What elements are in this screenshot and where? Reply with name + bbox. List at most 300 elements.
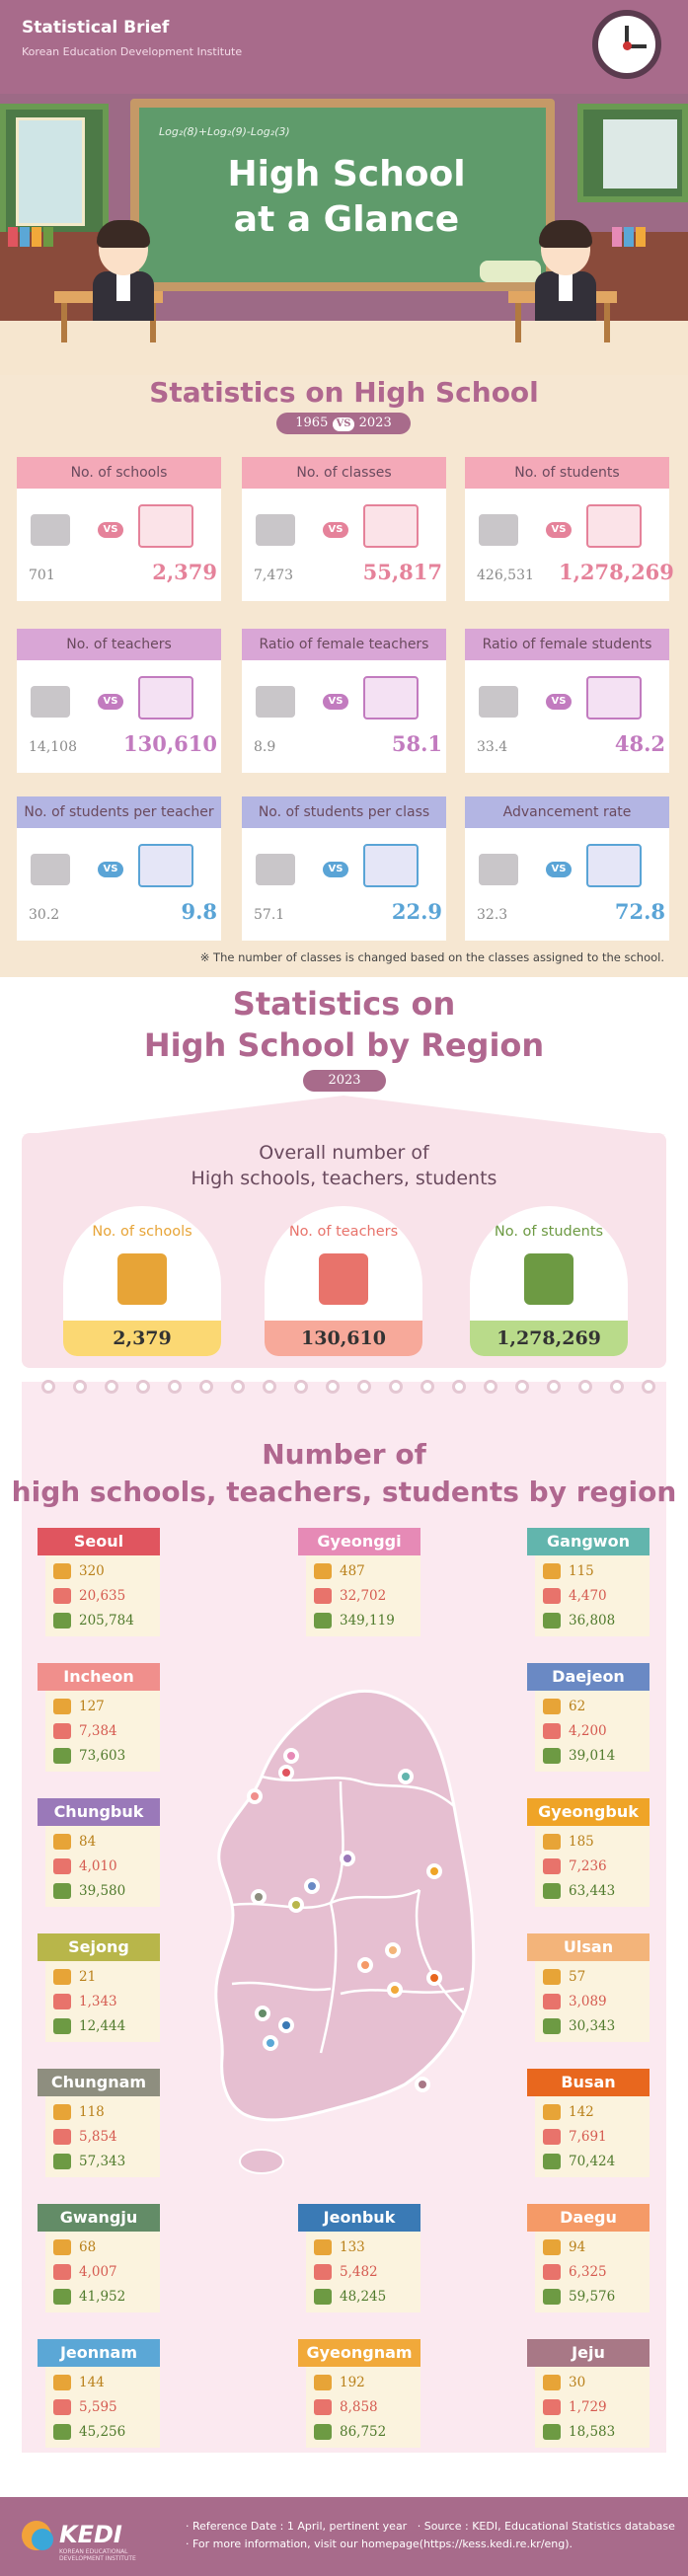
region-students-row (53, 1745, 160, 1767)
region-schools-row (53, 1560, 160, 1582)
stat-1965-value: 7,473 (254, 568, 294, 583)
region-teachers-value: 32,702 (340, 1588, 387, 1604)
student-icon (543, 1748, 561, 1764)
region-schools-value: 62 (569, 1699, 586, 1714)
footer (0, 2497, 688, 2576)
overall-stat-card (470, 1206, 628, 1356)
school-icon (543, 2104, 561, 2120)
overall-stat-value: 2,379 (63, 1321, 221, 1356)
region-name: Ulsan (527, 1933, 650, 1961)
student-icon (543, 1883, 561, 1899)
region-box (527, 1663, 650, 1772)
window-icon (577, 104, 688, 202)
student-icon (543, 2424, 561, 2440)
region-teachers-value: 4,200 (569, 1723, 607, 1739)
overall-stat-card (265, 1206, 422, 1356)
region-students-value: 12,444 (79, 2018, 126, 2034)
map-marker-icon (385, 1942, 401, 1958)
chalkboard (130, 99, 555, 291)
brief-title: Statistical Brief (22, 18, 170, 38)
vs-badge: VS (323, 694, 348, 710)
region-students-value: 39,014 (569, 1748, 616, 1764)
region-body (306, 1555, 420, 1636)
region-schools-row (314, 1560, 420, 1582)
region-teachers-value: 6,325 (569, 2264, 607, 2280)
school-icon (543, 1563, 561, 1579)
region-teachers-value: 20,635 (79, 1588, 126, 1604)
region-schools-row (543, 1696, 650, 1717)
region-teachers-row (314, 2261, 420, 2283)
school-icon (314, 1563, 332, 1579)
stat-1965-value: 701 (29, 568, 55, 583)
stat-2023-icon (363, 676, 419, 720)
region-schools-value: 144 (79, 2375, 105, 2390)
school-icon (53, 1834, 71, 1850)
region-teachers-value: 1,343 (79, 1994, 117, 2009)
map-marker-icon (398, 1769, 414, 1784)
teacher-icon (53, 2399, 71, 2415)
binder-ring (231, 1380, 245, 1394)
region-schools-row (53, 1831, 160, 1853)
binder-ring (610, 1380, 624, 1394)
year-comparison-pill (276, 413, 411, 434)
stat-card (17, 796, 221, 941)
region-teachers-value: 4,010 (79, 1858, 117, 1874)
region-panel-title-line2: high schools, teachers, students by region (11, 1476, 677, 1508)
overall-title-line2: High schools, teachers, students (191, 1168, 497, 1189)
student-icon (543, 2154, 561, 2169)
map-marker-icon (278, 2017, 294, 2033)
overall-stat-label: No. of teachers (288, 1224, 399, 1240)
region-students-value: 48,245 (340, 2289, 387, 2305)
region-box (527, 2204, 650, 2312)
student-icon (543, 1613, 561, 1629)
region-teachers-value: 8,858 (340, 2399, 378, 2415)
school-icon (543, 1699, 561, 1714)
region-students-value: 70,424 (569, 2154, 616, 2169)
stat-1965-value: 30.2 (29, 907, 60, 923)
region-students-row (314, 1610, 420, 1631)
school-icon (543, 1834, 561, 1850)
region-teachers-row (543, 1991, 650, 2012)
map-marker-icon (278, 1765, 294, 1780)
stat-1965-value: 32.3 (477, 907, 508, 923)
stat-card (17, 629, 221, 773)
region-schools-value: 57 (569, 1969, 586, 1985)
board-formula: Log₂(8)+Log₂(9)-Log₂(3) (159, 125, 290, 138)
teacher-icon (53, 1858, 71, 1874)
stat-card (465, 457, 674, 601)
region-students-value: 59,576 (569, 2289, 616, 2305)
stat-2023-icon (586, 676, 642, 720)
stat-2023-icon (363, 844, 419, 887)
region-schools-row (543, 2372, 650, 2393)
teacher-icon (543, 1588, 561, 1604)
region-name: Chungnam (38, 2069, 160, 2096)
region-teachers-value: 4,470 (569, 1588, 607, 1604)
region-students-value: 205,784 (79, 1613, 134, 1629)
region-students-row (314, 2286, 420, 2308)
map-marker-icon (255, 2006, 270, 2021)
stat-2023-value: 22.9 (391, 899, 442, 924)
region-name: Incheon (38, 1663, 160, 1691)
region-body (535, 2096, 650, 2177)
school-icon (53, 1563, 71, 1579)
vs-badge: VS (98, 862, 123, 877)
binder-ring (199, 1380, 213, 1394)
binder-ring (578, 1380, 592, 1394)
school-icon (314, 2239, 332, 2255)
region-schools-row (543, 1560, 650, 1582)
binder-ring (420, 1380, 434, 1394)
stat-2023-value: 1,278,269 (559, 560, 674, 584)
region-schools-row (314, 2372, 420, 2393)
map-marker-icon (283, 1748, 299, 1764)
region-students-row (53, 1880, 160, 1902)
region-schools-row (543, 2236, 650, 2258)
school-icon (53, 2104, 71, 2120)
region-schools-value: 118 (79, 2104, 105, 2120)
vs-badge: VS (546, 522, 572, 538)
stat-card-label: No. of teachers (17, 629, 221, 660)
student-icon (53, 1613, 71, 1629)
school-icon (543, 2239, 561, 2255)
region-teachers-row (53, 1720, 160, 1742)
region-teachers-value: 7,384 (79, 1723, 117, 1739)
vs-badge: VS (98, 522, 123, 538)
region-body (535, 1691, 650, 1772)
region-box (38, 1933, 160, 2042)
region-students-row (543, 1610, 650, 1631)
institute-name: Korean Education Development Institute (22, 45, 243, 58)
region-schools-value: 30 (569, 2375, 586, 2390)
region-body (306, 2367, 420, 2448)
region-schools-row (53, 2101, 160, 2123)
binder-ring (263, 1380, 276, 1394)
overall-stat-icon (319, 1253, 368, 1305)
region-name: Chungbuk (38, 1798, 160, 1826)
student-icon (53, 1748, 71, 1764)
logo-text: KEDI (59, 2521, 122, 2548)
region-teachers-row (543, 1720, 650, 1742)
region-schools-value: 21 (79, 1969, 97, 1985)
overall-stat-label: No. of schools (92, 1224, 192, 1240)
region-teachers-row (543, 1856, 650, 1877)
region-body (535, 2367, 650, 2448)
reference-date: · Reference Date : 1 April, pertinent year (186, 2520, 408, 2533)
region-schools-row (53, 1966, 160, 1988)
region-students-row (53, 1610, 160, 1631)
stat-1965-value: 8.9 (254, 739, 276, 755)
student-icon (314, 2424, 332, 2440)
region-year-pill: 2023 (303, 1070, 386, 1092)
overall-stat-icon (117, 1253, 167, 1305)
student-icon (53, 2289, 71, 2305)
region-name: Busan (527, 2069, 650, 2096)
region-teachers-row (53, 1585, 160, 1607)
stat-1965-value: 426,531 (477, 568, 534, 583)
year-from: 1965 (295, 416, 329, 430)
region-box (38, 1663, 160, 1772)
region-box (298, 1528, 420, 1636)
region-title-line1: Statistics on (232, 985, 456, 1023)
region-teachers-row (543, 2126, 650, 2148)
region-teachers-value: 4,007 (79, 2264, 117, 2280)
stat-1965-icon (31, 514, 70, 546)
region-schools-value: 94 (569, 2239, 586, 2255)
stat-1965-icon (479, 854, 518, 885)
region-students-value: 57,343 (79, 2154, 126, 2169)
region-name: Seoul (38, 1528, 160, 1555)
region-schools-value: 320 (79, 1563, 105, 1579)
region-teachers-value: 5,482 (340, 2264, 378, 2280)
region-students-value: 41,952 (79, 2289, 126, 2305)
vs-chip: VS (333, 417, 355, 431)
map-marker-icon (247, 1788, 263, 1804)
region-students-row (314, 2421, 420, 2443)
overall-stat-card (63, 1206, 221, 1356)
region-name: Daegu (527, 2204, 650, 2232)
region-students-value: 86,752 (340, 2424, 387, 2440)
region-teachers-row (53, 1856, 160, 1877)
region-students-row (543, 2015, 650, 2037)
overall-title-line1: Overall number of (259, 1142, 429, 1164)
region-name: Jeonbuk (298, 2204, 420, 2232)
region-box (38, 1798, 160, 1907)
stat-2023-value: 2,379 (152, 560, 217, 584)
school-icon (53, 1699, 71, 1714)
stat-card (465, 629, 669, 773)
region-schools-value: 487 (340, 1563, 365, 1579)
hero-title-line2: at a Glance (233, 199, 460, 240)
year-to: 2023 (358, 416, 392, 430)
korea-map (192, 1678, 498, 2191)
binder-ring (452, 1380, 466, 1394)
region-teachers-value: 1,729 (569, 2399, 607, 2415)
region-students-value: 349,119 (340, 1613, 395, 1629)
overall-title (0, 1140, 688, 1191)
teacher-icon (543, 1858, 561, 1874)
teacher-icon (53, 1723, 71, 1739)
region-teachers-value: 3,089 (569, 1994, 607, 2009)
region-students-row (543, 2151, 650, 2172)
region-body (45, 1961, 160, 2042)
binder-ring (642, 1380, 655, 1394)
region-box (527, 1933, 650, 2042)
stat-2023-value: 58.1 (391, 731, 442, 756)
region-teachers-row (53, 2396, 160, 2418)
stat-2023-icon (138, 844, 193, 887)
region-schools-value: 115 (569, 1563, 594, 1579)
region-body (45, 1691, 160, 1772)
region-box (298, 2339, 420, 2448)
region-schools-row (53, 2236, 160, 2258)
region-schools-value: 185 (569, 1834, 594, 1850)
region-name: Gwangju (38, 2204, 160, 2232)
region-students-row (53, 2015, 160, 2037)
region-name: Jeonnam (38, 2339, 160, 2367)
region-teachers-row (314, 2396, 420, 2418)
region-students-value: 30,343 (569, 2018, 616, 2034)
region-body (45, 2096, 160, 2177)
vs-badge: VS (323, 522, 348, 538)
teacher-icon (543, 1723, 561, 1739)
region-body (535, 2232, 650, 2312)
stat-2023-value: 55,817 (362, 560, 442, 584)
region-teachers-value: 7,236 (569, 1858, 607, 1874)
region-schools-value: 133 (340, 2239, 365, 2255)
binder-ring (326, 1380, 340, 1394)
school-icon (53, 2375, 71, 2390)
footer-reference (186, 2519, 675, 2535)
binder-ring (515, 1380, 529, 1394)
binder-ring (105, 1380, 118, 1394)
region-name: Gangwon (527, 1528, 650, 1555)
logo-subtext: KOREAN EDUCATIONAL DEVELOPMENT INSTITUTE (59, 2548, 136, 2562)
region-box (527, 2069, 650, 2177)
region-students-row (53, 2151, 160, 2172)
stat-1965-icon (256, 686, 295, 718)
school-icon (53, 2239, 71, 2255)
stat-card-label: No. of students per class (242, 796, 446, 828)
region-students-row (543, 1745, 650, 1767)
region-students-value: 18,583 (569, 2424, 616, 2440)
hero-title (208, 152, 485, 243)
region-panel-title-line1: Number of (262, 1438, 426, 1471)
region-teachers-row (53, 2126, 160, 2148)
region-box (38, 2339, 160, 2448)
region-students-row (543, 2421, 650, 2443)
vs-badge: VS (546, 862, 572, 877)
stat-card (242, 629, 446, 773)
map-marker-icon (263, 2035, 278, 2051)
teacher-icon (314, 2399, 332, 2415)
region-schools-row (314, 2236, 420, 2258)
region-students-value: 45,256 (79, 2424, 126, 2440)
vs-badge: VS (323, 862, 348, 877)
region-name: Gyeongnam (298, 2339, 420, 2367)
teacher-icon (543, 2399, 561, 2415)
stat-1965-icon (31, 686, 70, 718)
stat-1965-icon (31, 854, 70, 885)
stat-card-label: No. of classes (242, 457, 446, 489)
overall-roof (22, 1096, 666, 1135)
region-body (45, 1555, 160, 1636)
stat-card-label: Ratio of female teachers (242, 629, 446, 660)
student-icon (53, 2424, 71, 2440)
jeju-island (240, 2150, 283, 2173)
student-icon (53, 2018, 71, 2034)
stat-1965-value: 33.4 (477, 739, 508, 755)
region-schools-row (53, 1696, 160, 1717)
stat-card (17, 457, 221, 601)
region-teachers-row (543, 1585, 650, 1607)
region-students-value: 36,808 (569, 1613, 616, 1629)
region-box (527, 1528, 650, 1636)
binder-ring (294, 1380, 308, 1394)
map-marker-icon (387, 1982, 403, 1998)
region-title-line2: High School by Region (143, 1026, 545, 1064)
vs-badge: VS (546, 694, 572, 710)
binder-ring (168, 1380, 182, 1394)
region-schools-value: 142 (569, 2104, 594, 2120)
region-body (535, 1555, 650, 1636)
student-icon (543, 2289, 561, 2305)
stat-card (242, 796, 446, 941)
region-box (38, 2204, 160, 2312)
stat-2023-icon (586, 504, 642, 548)
binder-ring (484, 1380, 497, 1394)
school-icon (314, 2375, 332, 2390)
region-schools-value: 192 (340, 2375, 365, 2390)
teacher-icon (314, 1588, 332, 1604)
region-teachers-row (53, 1991, 160, 2012)
region-schools-row (543, 1966, 650, 1988)
region-students-row (53, 2286, 160, 2308)
region-schools-row (543, 1831, 650, 1853)
stat-1965-value: 57.1 (254, 907, 285, 923)
map-marker-icon (415, 2077, 430, 2092)
stat-1965-icon (256, 854, 295, 885)
region-students-value: 63,443 (569, 1883, 616, 1899)
stat-2023-icon (586, 844, 642, 887)
region-name: Daejeon (527, 1663, 650, 1691)
region-body (535, 1826, 650, 1907)
region-box (298, 2204, 420, 2312)
region-schools-row (543, 2101, 650, 2123)
region-title (0, 983, 688, 1066)
stat-2023-icon (138, 504, 193, 548)
teacher-icon (53, 2264, 71, 2280)
homepage-link[interactable]: · For more information, visit our homepage(https://kess.kedi.re.kr/eng). (186, 2538, 573, 2550)
notice-board-icon (0, 104, 109, 247)
stats-title: Statistics on High School (149, 376, 539, 409)
stat-1965-icon (479, 514, 518, 546)
overall-stat-value: 130,610 (265, 1321, 422, 1356)
region-box (38, 2069, 160, 2177)
kedi-logo (22, 2519, 160, 2562)
stat-card-label: No. of students per teacher (17, 796, 221, 828)
region-schools-value: 68 (79, 2239, 97, 2255)
region-teachers-row (543, 2396, 650, 2418)
header-bar (0, 0, 688, 94)
stat-2023-value: 9.8 (181, 899, 217, 924)
overall-stat-icon (524, 1253, 573, 1305)
binder-ring (136, 1380, 150, 1394)
region-body (45, 1826, 160, 1907)
school-icon (53, 1969, 71, 1985)
map-marker-icon (288, 1897, 304, 1913)
region-teachers-row (314, 1585, 420, 1607)
region-panel-title (0, 1436, 688, 1511)
map-marker-icon (426, 1970, 442, 1986)
classroom-illustration (0, 94, 688, 375)
stat-card (465, 796, 669, 941)
teacher-icon (53, 2129, 71, 2145)
stat-card-label: No. of schools (17, 457, 221, 489)
map-marker-icon (340, 1851, 355, 1866)
region-box (527, 2339, 650, 2448)
stat-card-label: Advancement rate (465, 796, 669, 828)
region-students-row (543, 1880, 650, 1902)
region-teachers-value: 5,595 (79, 2399, 117, 2415)
stat-2023-value: 48.2 (614, 731, 665, 756)
binder-ring (547, 1380, 561, 1394)
region-students-row (53, 2421, 160, 2443)
region-body (45, 2367, 160, 2448)
student-icon (543, 2018, 561, 2034)
binder-ring (389, 1380, 403, 1394)
